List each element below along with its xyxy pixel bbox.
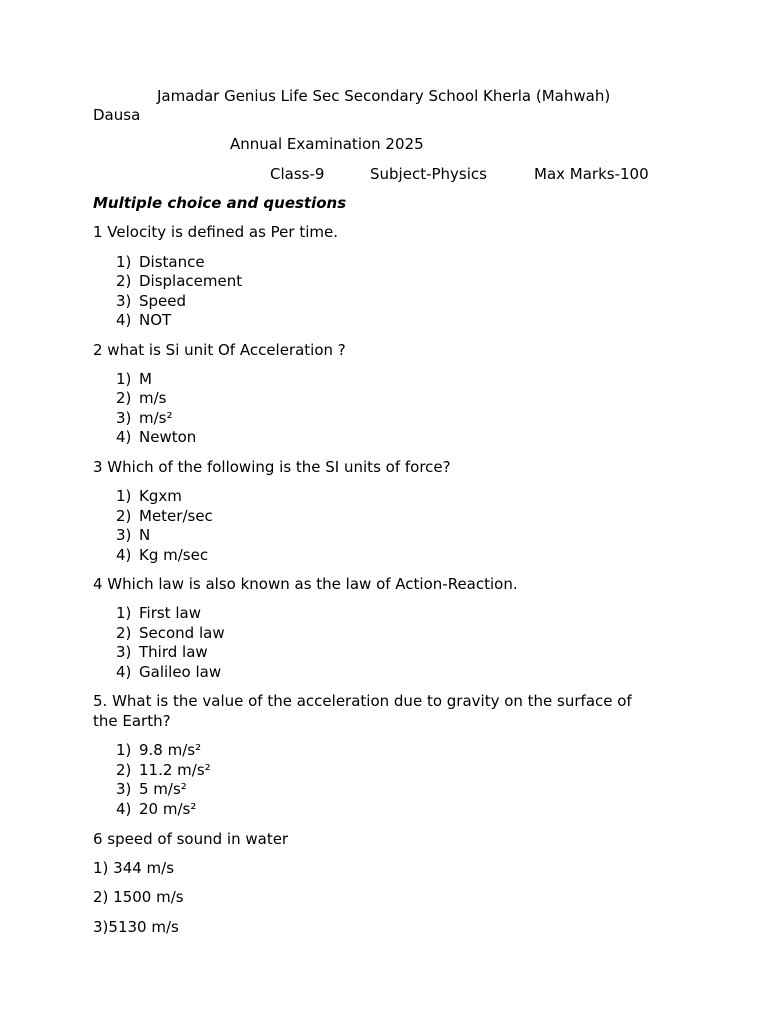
option-number: 1): [116, 604, 132, 622]
question-3-option-1: [116, 486, 182, 506]
question-3-option-2: [116, 506, 213, 526]
exam-title: Annual Examination 2025: [230, 135, 424, 153]
option-number: 3): [116, 643, 132, 661]
option-text: 11.2 m/s²: [139, 761, 211, 779]
option-text: 9.8 m/s²: [139, 741, 202, 759]
option-number: 3): [116, 409, 132, 427]
option-text: 5 m/s²: [139, 780, 187, 798]
question-5-line2: the Earth?: [93, 712, 171, 730]
option-number: 3): [116, 526, 132, 544]
option-text: Kg m/sec: [139, 546, 209, 564]
question-2-option-3: [116, 408, 173, 428]
question-4-option-2: [116, 623, 225, 643]
option-text: 20 m/s²: [139, 800, 197, 818]
question-2-option-2: [116, 388, 166, 408]
option-text: Kgxm: [139, 487, 182, 505]
question-5-option-4: [116, 799, 196, 819]
question-1-option-2: [116, 271, 242, 291]
question-6-answer-2: 2) 1500 m/s: [93, 888, 184, 906]
question-6-answer-1: 1) 344 m/s: [93, 859, 175, 877]
option-text: Second law: [139, 624, 225, 642]
question-6: 6 speed of sound in water: [93, 830, 289, 848]
question-1-option-3: [116, 291, 186, 311]
option-text: Displacement: [139, 272, 243, 290]
question-5-option-2: [116, 760, 211, 780]
option-number: 2): [116, 761, 132, 779]
section-title: Multiple choice and questions: [93, 194, 347, 212]
question-3: 3 Which of the following is the SI units of force?: [93, 458, 451, 476]
question-5-option-3: [116, 779, 187, 799]
option-number: 4): [116, 800, 132, 818]
question-5-option-1: [116, 740, 201, 760]
question-2-option-1: [116, 369, 152, 389]
option-text: Galileo law: [139, 663, 222, 681]
option-number: 3): [116, 780, 132, 798]
question-5-line1: 5. What is the value of the acceleration due to gravity on the surface of: [93, 692, 632, 710]
option-number: 2): [116, 272, 132, 290]
option-number: 2): [116, 389, 132, 407]
option-text: m/s²: [139, 409, 173, 427]
option-text: N: [139, 526, 151, 544]
question-6-answer-3: 3)5130 m/s: [93, 918, 179, 936]
option-number: 4): [116, 663, 132, 681]
option-text: m/s: [139, 389, 167, 407]
option-number: 1): [116, 253, 132, 271]
option-number: 1): [116, 741, 132, 759]
option-text: Speed: [139, 292, 187, 310]
option-number: 4): [116, 428, 132, 446]
school-name-line1: Jamadar Genius Life Sec Secondary School Kherla (Mahwah): [157, 87, 611, 105]
option-text: First law: [139, 604, 201, 622]
option-text: M: [139, 370, 152, 388]
question-1: 1 Velocity is defined as Per time.: [93, 223, 339, 241]
option-number: 3): [116, 292, 132, 310]
option-text: Third law: [139, 643, 208, 661]
question-4-option-4: [116, 662, 221, 682]
question-3-option-4: [116, 545, 208, 565]
option-number: 1): [116, 487, 132, 505]
school-name-line2: Dausa: [93, 106, 141, 124]
option-number: 4): [116, 546, 132, 564]
option-number: 1): [116, 370, 132, 388]
option-text: NOT: [139, 311, 172, 329]
option-text: Distance: [139, 253, 205, 271]
question-4-option-1: [116, 603, 201, 623]
question-1-option-1: [116, 252, 205, 272]
max-marks-label: Max Marks-100: [534, 165, 649, 183]
option-number: 2): [116, 507, 132, 525]
question-4-option-3: [116, 642, 208, 662]
class-label: Class-9: [270, 165, 325, 183]
question-2-option-4: [116, 427, 196, 447]
option-text: Newton: [139, 428, 197, 446]
question-2: 2 what is Si unit Of Acceleration ?: [93, 341, 346, 359]
option-number: 2): [116, 624, 132, 642]
option-text: Meter/sec: [139, 507, 213, 525]
question-1-option-4: [116, 310, 171, 330]
question-4: 4 Which law is also known as the law of Action-Reaction.: [93, 575, 518, 593]
question-3-option-3: [116, 525, 150, 545]
option-number: 4): [116, 311, 132, 329]
subject-label: Subject-Physics: [370, 165, 487, 183]
